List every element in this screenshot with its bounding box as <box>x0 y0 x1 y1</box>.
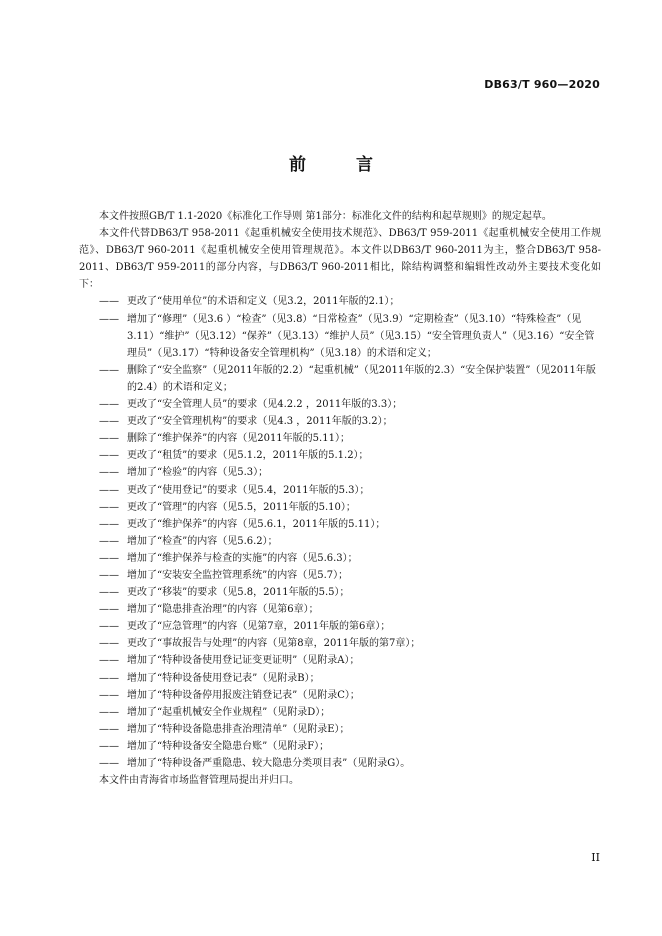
change-item-text: 更改了“移装”的要求（见5.8，2011年版的5.5）； <box>127 587 350 599</box>
dash-marker: —— <box>99 364 119 376</box>
dash-marker: —— <box>99 587 119 599</box>
change-item <box>79 430 601 447</box>
dash-marker: —— <box>99 467 119 479</box>
change-item <box>79 601 601 618</box>
dash-marker: —— <box>99 689 119 701</box>
dash-marker: —— <box>99 296 119 308</box>
dash-marker: —— <box>99 723 119 735</box>
change-item <box>79 447 601 464</box>
change-item-text: 删除了“维护保养”的内容（见2011年版的5.11）； <box>127 433 350 445</box>
change-item-text: 增加了“特种设备安全隐患台账”（见附录F）； <box>127 740 330 752</box>
change-item <box>79 687 601 704</box>
change-item-text: 增加了“检查”的内容（见5.6.2）； <box>127 535 278 547</box>
change-item <box>79 584 601 601</box>
change-item <box>79 413 601 430</box>
change-item <box>79 704 601 721</box>
change-item <box>79 721 601 738</box>
paragraph-proposer: 本文件由青海省市场监督管理局提出并归口。 <box>99 775 299 787</box>
foreword-body <box>79 208 601 789</box>
change-item <box>79 670 601 687</box>
dash-marker: —— <box>99 638 119 650</box>
dash-marker: —— <box>99 604 119 616</box>
change-item <box>79 293 601 310</box>
change-item-text: 更改了“事故报告与处理”的内容（见第8章，2011年版的第7章）； <box>127 638 421 650</box>
technical-changes-list <box>79 293 601 772</box>
change-item-text: 增加了“特种设备隐患排查治理清单”（见附录E）； <box>127 723 350 735</box>
dash-marker: —— <box>99 569 119 581</box>
change-item <box>79 738 601 755</box>
change-item-text: 更改了“使用单位”的术语和定义（见3.2，2011年版的2.1）； <box>127 296 400 308</box>
change-item-text: 更改了“管理”的内容（见5.5，2011年版的5.10）； <box>127 501 356 513</box>
change-item <box>79 482 601 499</box>
change-item <box>79 516 601 533</box>
dash-marker: —— <box>99 621 119 633</box>
change-item-text: 增加了“隐患排查治理”的内容（见第6章）； <box>127 604 319 616</box>
dash-marker: —— <box>99 552 119 564</box>
change-item <box>79 362 601 396</box>
dash-marker: —— <box>99 484 119 496</box>
dash-marker: —— <box>99 416 119 428</box>
change-item <box>79 755 601 772</box>
dash-marker: —— <box>99 758 119 769</box>
change-item-text: 更改了“应急管理”的内容（见第7章，2011年版的第6章）； <box>127 621 391 633</box>
dash-marker: —— <box>99 655 119 667</box>
change-item <box>79 652 601 669</box>
change-item <box>79 396 601 413</box>
change-item-text: 更改了“使用登记”的要求（见5.4，2011年版的5.3）； <box>127 484 370 496</box>
change-item-text: 更改了“租赁”的要求（见5.1.2，2011年版的5.1.2）； <box>127 450 369 462</box>
change-item <box>79 567 601 584</box>
change-item <box>79 499 601 516</box>
change-item-text: 增加了“特种设备停用报废注销登记表”（见附录C）； <box>127 689 360 701</box>
dash-marker: —— <box>99 740 119 752</box>
page-number: II <box>591 851 600 864</box>
document-code: DB63/T 960—2020 <box>484 78 600 91</box>
change-item <box>79 618 601 635</box>
change-item-text: 增加了“安装安全监控管理系统”的内容（见5.7）； <box>127 569 349 581</box>
change-item-text: 增加了“特种设备使用登记证变更证明”（见附录A）； <box>127 655 360 667</box>
dash-marker: —— <box>99 450 119 462</box>
paragraph-drafting-rules: 本文件按照GB/T 1.1-2020《标准化工作导则 第1部分：标准化文件的结构和起草规则》的规定起草。 <box>99 211 552 222</box>
dash-marker: —— <box>99 501 119 513</box>
change-item-text: 增加了“检验”的内容（见5.3）； <box>127 467 269 479</box>
change-item <box>79 550 601 567</box>
change-item-text: 更改了“安全管理机构”的要求（见4.3 ，2011年版的3.2）； <box>127 416 393 428</box>
change-item-text: 增加了“特种设备使用登记表”（见附录B）； <box>127 672 320 684</box>
dash-marker: —— <box>99 433 119 445</box>
change-item-text: 增加了“特种设备严重隐患、较大隐患分类项目表”（见附录G）。 <box>127 758 411 769</box>
change-item <box>79 464 601 481</box>
dash-marker: —— <box>99 313 119 325</box>
dash-marker: —— <box>99 518 119 530</box>
change-item-text: 更改了“安全管理人员”的要求（见4.2.2 ，2011年版的3.3）； <box>127 399 403 411</box>
page-title: 前 言 <box>289 155 395 175</box>
dash-marker: —— <box>99 535 119 547</box>
dash-marker: —— <box>99 672 119 684</box>
change-item-text: 增加了“起重机械安全作业规程”（见附录D）； <box>127 706 331 718</box>
change-item <box>79 635 601 652</box>
change-item-text: 增加了“修理”（见3.6 ）“检查”（见3.8）“日常检查”（见3.9）“定期检查”（见3.10）“特殊检查”（见3.11）“维护”（见3.12）“保养”（见3.13）“维护人员”（见3.15）“安全管理负责人”（见3.16）“安全管理员”（见3.17）“特种设备安全管理机构”（见3.18）的术语和定义； <box>127 313 595 359</box>
change-item <box>79 533 601 550</box>
dash-marker: —— <box>99 706 119 718</box>
change-item-text: 增加了“维护保养与检查的实施”的内容（见5.6.3）； <box>127 552 358 564</box>
paragraph-replacement: 本文件代替DB63/T 958-2011《起重机械安全使用技术规范》、DB63/T 959-2011《起重机械安全使用工作规范》、DB63/T 960-2011《起重机械安全使用管理规范》。本文件以DB63/T 960-2011为主，整合DB63/T 958-2011、DB63/T 959-2011的部分内容，与DB63/T 960-2011相比，除结构调整和编辑性改动外主要技术变化如下： <box>79 228 601 291</box>
dash-marker: —— <box>99 399 119 411</box>
change-item <box>79 311 601 362</box>
change-item-text: 更改了“维护保养”的内容（见5.6.1，2011年版的5.11）； <box>127 518 386 530</box>
change-item-text: 删除了“安全监察”（见2011年版的2.2）“起重机械”（见2011年版的2.3）“安全保护装置”（见2011年版的2.4）的术语和定义； <box>127 364 596 393</box>
